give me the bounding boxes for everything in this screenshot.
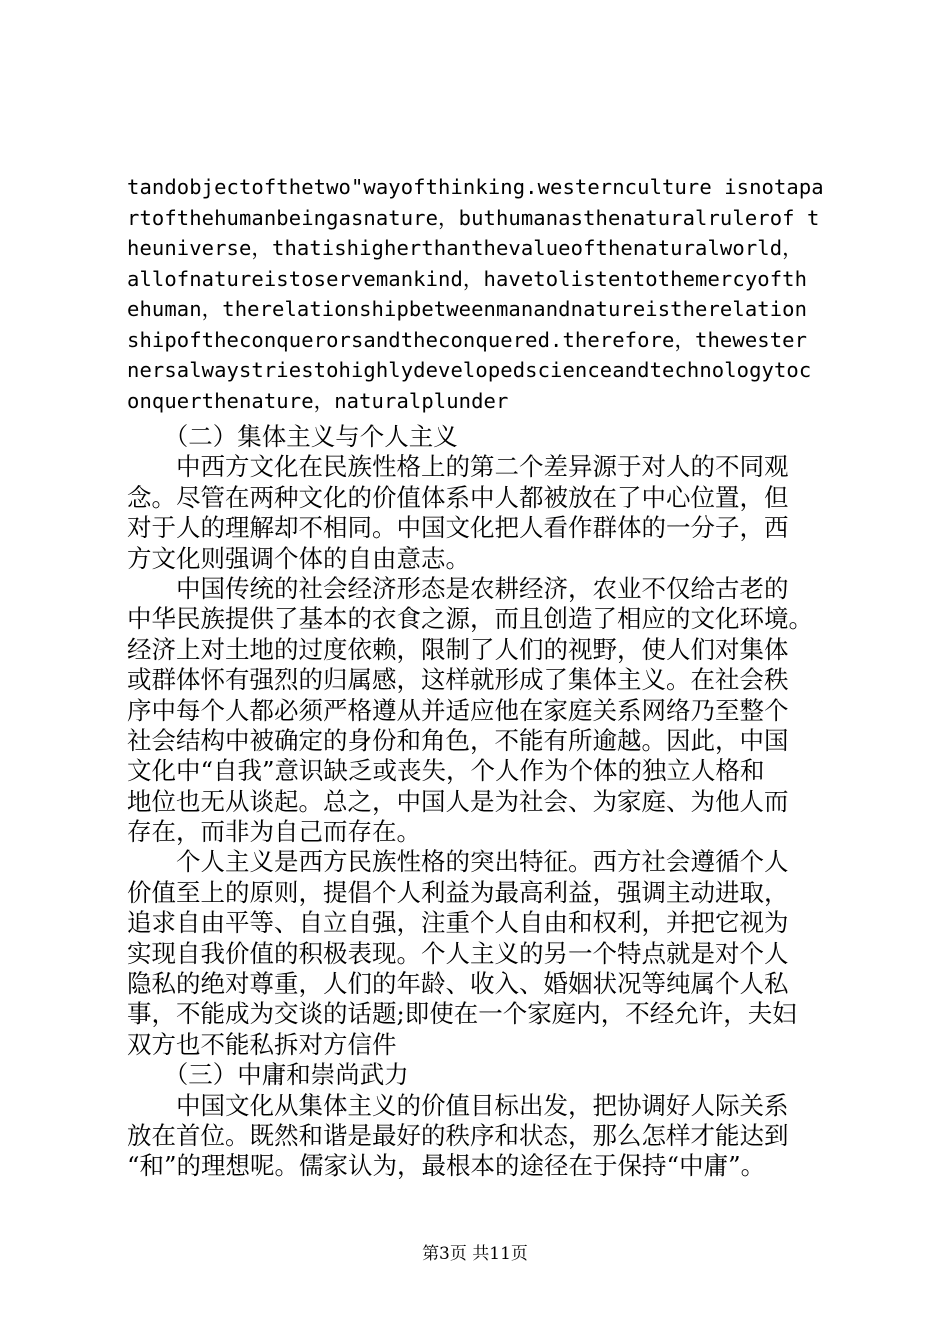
text-line: 或群体怀有强烈的归属感，这样就形成了集体主义。在社会秩 xyxy=(127,665,789,695)
text-line: 对于人的理解却不相同。中国文化把人看作群体的一分子，西 xyxy=(127,513,789,543)
text-line: shipoftheconquerorsandtheconquered.therefore，thewester xyxy=(127,327,808,352)
text-line: 放在首位。既然和谐是最好的秩序和状态，那么怎样才能达到 xyxy=(127,1120,789,1150)
section-heading: （二）集体主义与个人主义 xyxy=(127,422,458,451)
text-line: 地位也无从谈起。总之，中国人是为社会、为家庭、为他人而 xyxy=(127,786,789,816)
text-line: nersalwaystriestohighlydevelopedscienceandtechnologytoc xyxy=(127,358,812,382)
text-line: rtofthehumanbeingasnature，buthumanasthenaturalrulerof t xyxy=(127,205,820,230)
text-line: “和”的理想呢。儒家认为，最根本的途径在于保持“中庸”。 xyxy=(127,1151,766,1181)
text-line: 念。尽管在两种文化的价值体系中人都被放在了中心位置，但 xyxy=(127,482,789,512)
text-line: 中西方文化在民族性格上的第二个差异源于对人的不同观 xyxy=(127,452,789,482)
english-paragraph xyxy=(127,172,833,416)
chinese-body-text xyxy=(127,422,833,1182)
text-line: onquerthenature，naturalplunder xyxy=(127,388,509,413)
text-line: allofnatureistoservemankind，havetolistentothemercyofth xyxy=(127,266,808,291)
text-line: 事，不能成为交谈的话题;即使在一个家庭内，不经允许，夫妇 xyxy=(127,999,797,1029)
text-line: 方文化则强调个体的自由意志。 xyxy=(127,543,470,573)
text-line: 个人主义是西方民族性格的突出特征。西方社会遵循个人 xyxy=(127,847,789,877)
text-line: 存在，而非为自己而存在。 xyxy=(127,817,421,847)
text-line: 中华民族提供了基本的衣食之源，而且创造了相应的文化环境。 xyxy=(127,604,813,634)
text-line: 经济上对土地的过度依赖，限制了人们的视野，使人们对集体 xyxy=(127,634,789,664)
text-line: 中国文化从集体主义的价值目标出发，把协调好人际关系 xyxy=(127,1090,789,1120)
text-line: 追求自由平等、自立自强，注重个人自由和权利，并把它视为 xyxy=(127,908,789,938)
text-line: 隐私的绝对尊重，人们的年龄、收入、婚姻状况等纯属个人私 xyxy=(127,969,789,999)
text-line: 价值至上的原则，提倡个人利益为最高利益，强调主动进取， xyxy=(127,877,789,907)
text-line: 中国传统的社会经济形态是农耕经济，农业不仅给古老的 xyxy=(127,573,789,603)
page-number-footer: 第3页 共11页 xyxy=(422,1244,528,1264)
section-heading: （三）中庸和崇尚武力 xyxy=(127,1060,409,1090)
text-line: tandobjectofthetwo"wayofthinking.westernculture isnotapa xyxy=(127,175,824,199)
text-line: 社会结构中被确定的身份和角色，不能有所逾越。因此，中国 xyxy=(127,725,789,755)
text-line: 文化中“自我”意识缺乏或丧失，个人作为个体的独立人格和 xyxy=(127,756,765,786)
text-line: ehuman，therelationshipbetweenmanandnatureistherelation xyxy=(127,297,808,321)
text-line: 序中每个人都必须严格遵从并适应他在家庭关系网络乃至整个 xyxy=(127,695,789,725)
text-line: heuniverse，thatishigherthanthevalueofthenaturalworld， xyxy=(127,236,803,260)
text-line: 实现自我价值的积极表现。个人主义的另一个特点就是对个人 xyxy=(127,938,789,968)
text-line: 双方也不能私拆对方信件 xyxy=(127,1029,397,1059)
